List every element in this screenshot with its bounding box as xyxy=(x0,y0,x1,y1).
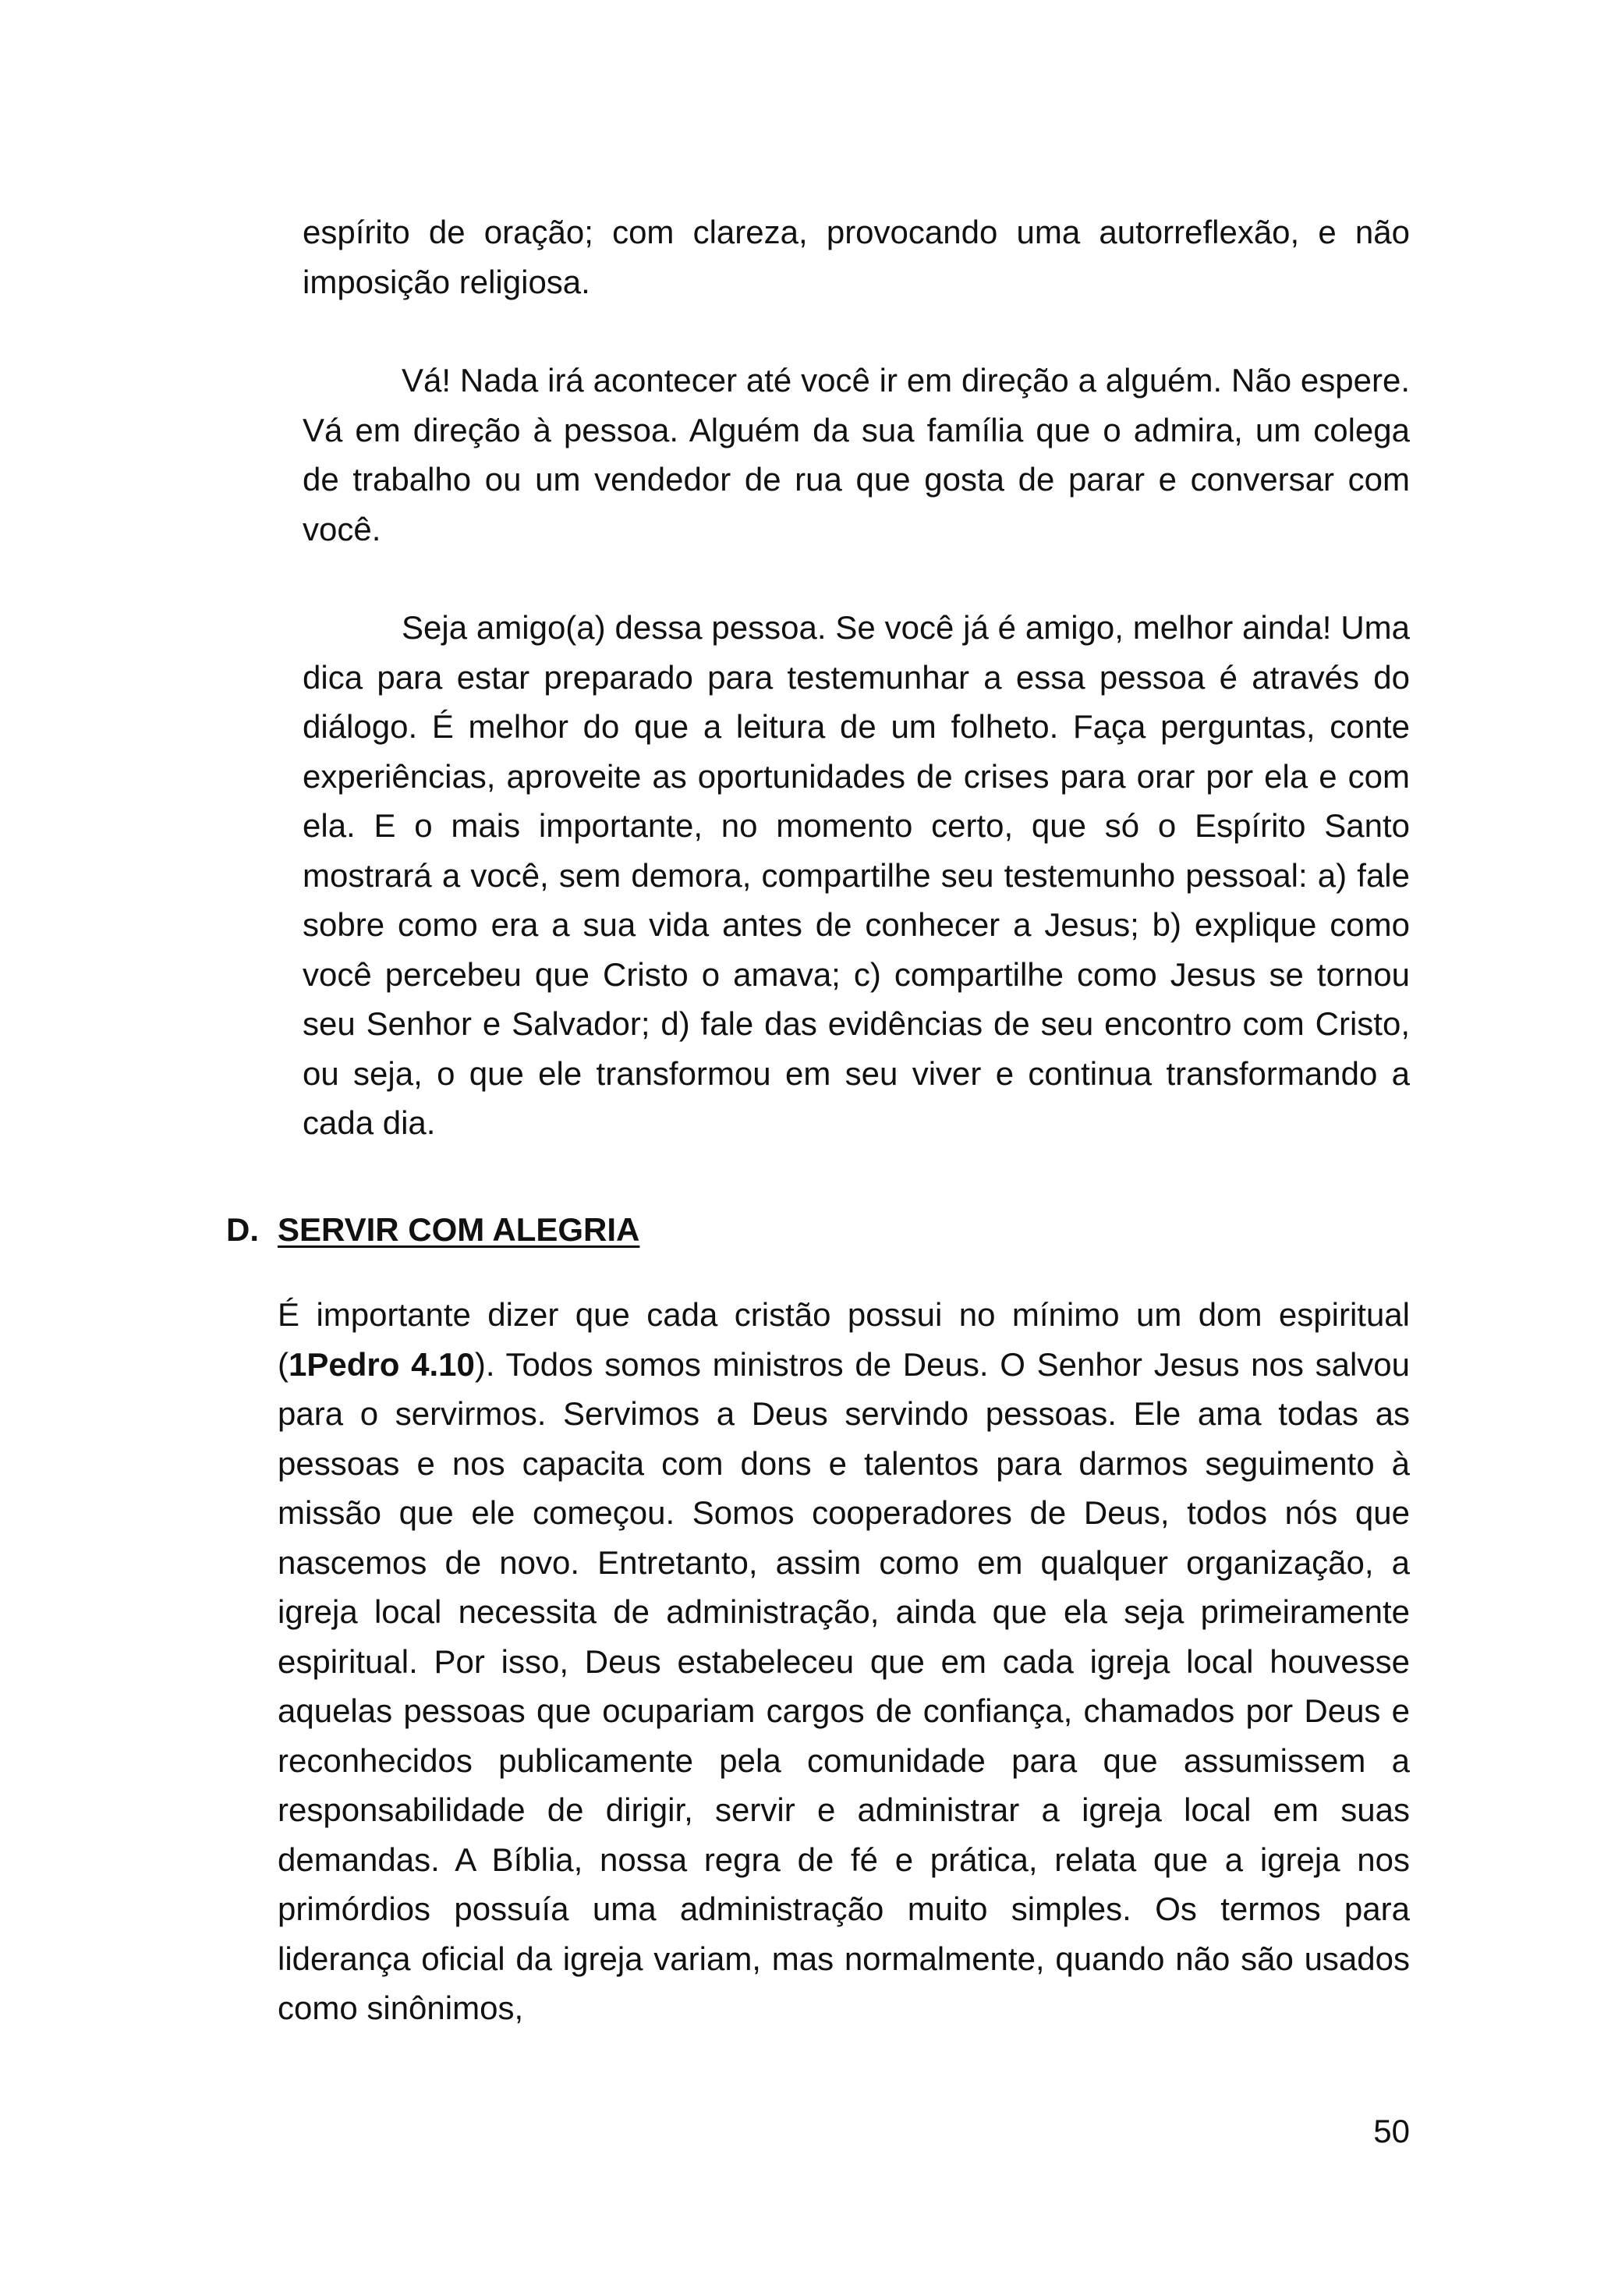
paragraph-continuation: espírito de oração; com clareza, provocando uma autorreflexão, e não imposição religiosa. xyxy=(303,214,1410,300)
paragraph-text-rest: ). Todos somos ministros de Deus. O Senhor Jesus nos salvou para o servirmos. Servimos a Deus servindo pessoas. Ele ama todas as pessoas e nos capacita com dons e talentos para darmos seguimento à missão que ele começou. Somos cooperadores de Deus, todos nós que nascemos de novo. Entretanto, assim como em qualquer organização, a igreja local necessita de administração, ainda que ela seja primeiramente espiritual. Por isso, Deus estabeleceu que em cada igreja local houvesse aquelas pessoas que ocupariam cargos de confiança, chamados por Deus e reconhecidos publicamente pela comunidade para que assumissem a responsabilidade de dirigir, servir e administrar a igreja local em suas demandas. A Bíblia, nossa regra de fé e prática, relata que a igreja nos primórdios possuía uma administração muito simples. Os termos para liderança oficial da igreja variam, mas normalmente, quando não são usados como sinônimos, xyxy=(278,1345,1410,2026)
paragraph-seja-amigo: Seja amigo(a) dessa pessoa. Se você já é amigo, melhor ainda! Uma dica para estar preparado para testemunhar a essa pessoa é através do diálogo. É melhor do que a leitura de um folheto. Faça perguntas, conte experiências, aproveite as oportunidades de crises para orar por ela e com ela. E o mais importante, no momento certo, que só o Espírito Santo mostrará a você, sem demora, compartilhe seu testemunho pessoal: a) fale sobre como era a sua vida antes de conhecer a Jesus; b) explique como você percebeu que Cristo o amava; c) compartilhe como Jesus se tornou seu Senhor e Salvador; d) fale das evidências de seu encontro com Cristo, ou seja, o que ele transformou em seu viver e continua transformando a cada dia. xyxy=(303,609,1410,1141)
section-heading xyxy=(226,1205,639,1254)
bible-reference: 1Pedro 4.10 xyxy=(289,1345,475,1383)
paragraph-va: Vá! Nada irá acontecer até você ir em direção a alguém. Não espere. Vá em direção à pessoa. Alguém da sua família que o admira, um colega de trabalho ou um vendedor de rua que gosta de parar e conversar com você. xyxy=(303,362,1410,547)
paragraph-text-start: É importante dizer que cada cristão possui no mínimo um dom espiritual ( xyxy=(278,1296,1410,1383)
paragraph-servir xyxy=(278,1290,1410,2033)
section-letter: D. xyxy=(226,1211,259,1248)
section-title: SERVIR COM ALEGRIA xyxy=(278,1211,640,1248)
page-number: 50 xyxy=(1373,2113,1410,2149)
